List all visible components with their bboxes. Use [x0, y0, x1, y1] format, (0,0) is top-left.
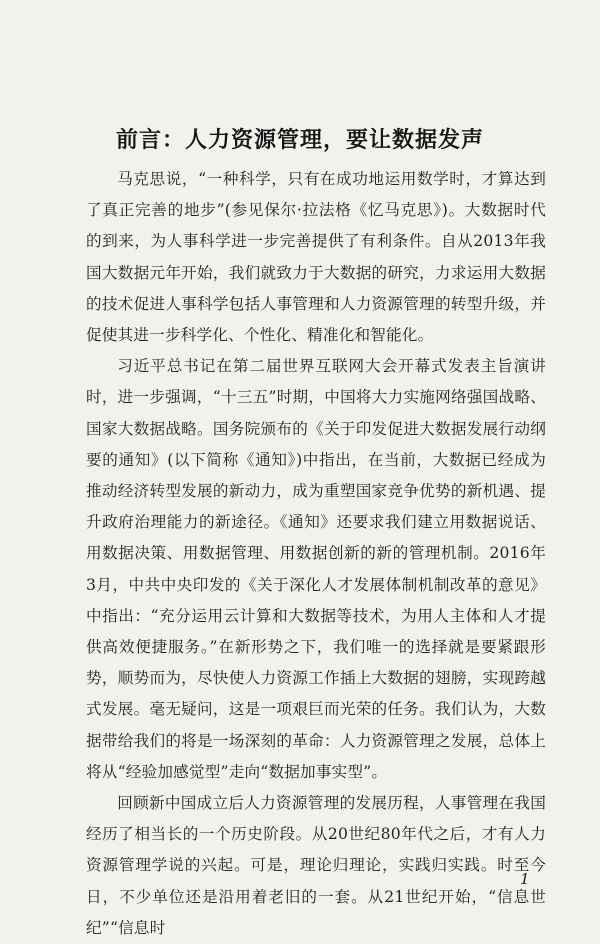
- show-through-text: [22, 6, 582, 81]
- chapter-title: 前言：人力资源管理，要让数据发声: [115, 127, 484, 153]
- paragraph-2: 习近平总书记在第二届世界互联网大会开幕式发表主旨演讲时，进一步强调，“十三五”时期，中国将大力实施网络强国战略、国家大数据战略。国务院颁布的《关于印发促进大数据发展行动纲要的通知》(以下简称《通知》)中指出，在当前，大数据已经成为推动经济转型发展的新动力，成为重塑国家竞争优势的新机遇、提升政府治理能力的新途径。《通知》还要求我们建立用数据说话、用数据决策、用数据管理、用数据创新的新的管理机制。2016年3月，中共中央印发的《关于深化人才发展体制机制改革的意见》中指出：“充分运用云计算和大数据等技术，为用人主体和人才提供高效便捷服务。”在新形势之下，我们唯一的选择就是要紧跟形势，顺势而为，尽快使人力资源工作插上大数据的翅膀，实现跨越式发展。毫无疑问，这是一项艰巨而光荣的任务。我们认为，大数据带给我们的将是一场深刻的革命：人力资源管理之发展，总体上将从“经验加感觉型”走向“数据加事实型”。: [86, 357, 546, 781]
- page-number: 1: [520, 870, 530, 888]
- body-text: [86, 164, 546, 944]
- paragraph-1: 马克思说，“一种科学，只有在成功地运用数学时，才算达到了真正完善的地步”(参见保尔·拉法格《忆马克思》)。大数据时代的到来，为人事科学进一步完善提供了有利条件。自从2013年我国大数据元年开始，我们就致力于大数据的研究，力求运用大数据的技术促进人事科学包括人事管理和人力资源管理的转型升级，并促使其进一步科学化、个性化、精准化和智能化。: [86, 170, 546, 345]
- paragraph-3: 回顾新中国成立后人力资源管理的发展历程，人事管理在我国经历了相当长的一个历史阶段。从20世纪80年代之后，才有人力资源管理学说的兴起。可是，理论归理论，实践归实践。时至今日，不少单位还是沿用着老旧的一套。从21世纪开始，“信息世纪”“信息时: [86, 794, 546, 937]
